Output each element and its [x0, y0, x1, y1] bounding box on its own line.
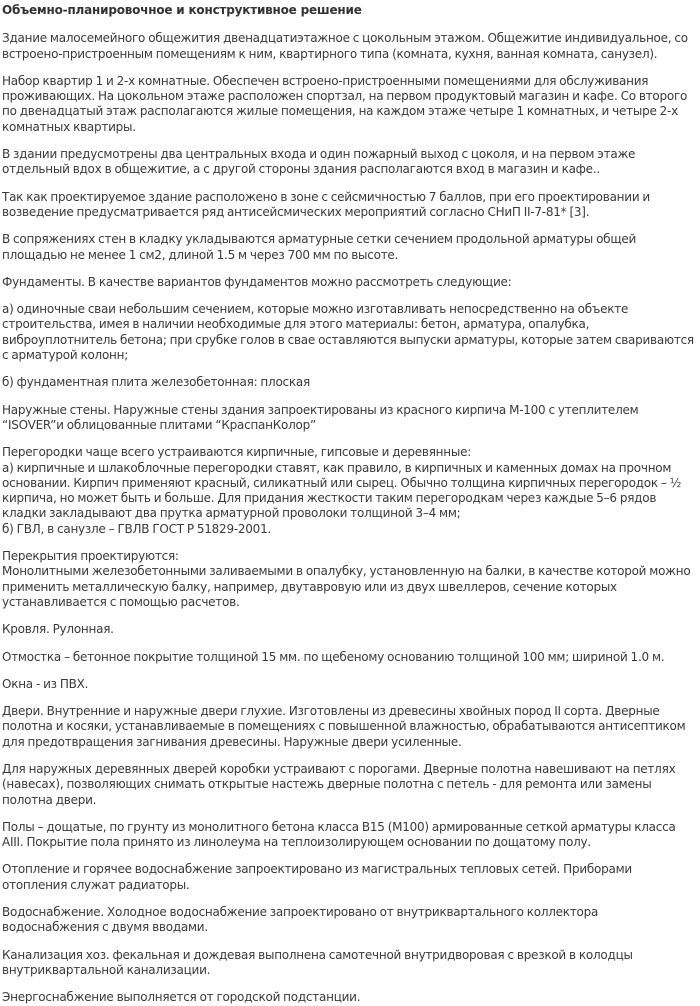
- paragraph-line: Энергоснабжение выполняется от городской подстанции.: [2, 990, 361, 1005]
- paragraph-line: Двери. Внутренние и наружные двери глухие. Изготовлены из древесины хвойных пород II сорта. Дверные полотна и косяки, устанавливаемые в помещениях с повышенной влажностью, обрабатываются антисептиком для предотвращения загнивания древесины. Наружные двери усиленные.: [2, 704, 686, 749]
- paragraph: [2, 948, 698, 979]
- paragraph-line: Водоснабжение. Холодное водоснабжение запроектировано от внутриквартального коллектора водоснабжения с двумя вводами.: [2, 905, 599, 935]
- paragraph-line: а) кирпичные и шлакоблочные перегородки ставят, как правило, в кирпичных и каменных домах на прочном основании. Кирпич применяют красный, силикатный или сырец. Обычно толщина кирпичных перегородок – ½ кирпича, но может быть и больше. Для придания жесткости таким перегородкам через каждые 5–6 рядов кладки закладывают два прутка арматурной проволоки толщиной 3–4 мм;: [2, 460, 682, 521]
- paragraph-line: Набор квартир 1 и 2-х комнатные. Обеспечен встроено-пристроенными помещениями для обслуживания проживающих. На цокольном этаже расположен спортзал, на первом продуктовый магазин и кафе. Со второго по двенадцатый этаж располагаются жилые помещения, на каждом этаже четыре 1 комнатных, и четыре 2-х комнатных квартиры.: [2, 73, 688, 134]
- document-body: [2, 31, 698, 1005]
- paragraph: [2, 990, 698, 1005]
- paragraph-line: Здание малосемейного общежития двенадцатиэтажное с цокольным этажом. Общежитие индивидуальное, со встроено-пристроенным помещениям к ним, квартирного типа (комната, кухня, ванная комната, санузел).: [2, 31, 688, 61]
- paragraph: [2, 549, 698, 610]
- paragraph: [2, 74, 698, 135]
- paragraph-line: Наружные стены. Наружные стены здания запроектированы из красного кирпича М-100 с утеплителем “ISOVER”и облицованные плитами “КраспанКолор”: [2, 402, 639, 432]
- paragraph-line: В сопряжениях стен в кладку укладываются арматурные сетки сечением продольной арматуры общей площадью не менее 1 см2, длиной 1.5 м через 700 мм по высоте.: [2, 232, 637, 262]
- paragraph-line: а) одиночные сваи небольшим сечением, которые можно изготавливать непосредственно на объекте строительства, имея в наличии необходимые для этого материалы: бетон, арматура, опалубка, виброуплотнитель бетона; при срубке голов в свае оставляются выпуски арматуры, которые затем свариваются с арматурой колонн;: [2, 302, 694, 363]
- paragraph-line: Перекрытия проектируются:: [2, 549, 179, 564]
- paragraph-line: Отопление и горячее водоснабжение запроектировано из магистральных тепловых сетей. Приборами отопления служат радиаторы.: [2, 862, 632, 892]
- paragraph-line: Кровля. Рулонная.: [2, 622, 114, 637]
- paragraph: [2, 190, 698, 221]
- paragraph-line: Канализация хоз. фекальная и дождевая выполнена самотечной внутридворовая с врезкой в колодцы внутриквартальной канализации.: [2, 947, 633, 977]
- paragraph-line: В здании предусмотрены два центральных входа и один пожарный выход с цоколя, и на первом этаже отдельный вдох в общежитие, а с другой стороны здания располагаются вход в магазин и кафе..: [2, 147, 636, 177]
- paragraph-line: Для наружных деревянных дверей коробки устраивают с порогами. Дверные полотна навешивают на петлях (навесах), позволяющих снимать открытые настежь дверные полотна с петель - для ремонта или замены полотна двери.: [2, 761, 676, 807]
- paragraph-line: Отмостка – бетонное покрытие толщиной 15 мм. по щебеному основанию толщиной 100 мм; шириной 1.0 м.: [2, 649, 665, 664]
- paragraph: [2, 375, 698, 390]
- paragraph-line: Так как проектируемое здание расположено в зоне с сейсмичностью 7 баллов, при его проектировании и возведение предусматривается ряд антисейсмических мероприятий согласно СНиП II-7-81* [3].: [2, 189, 650, 219]
- paragraph: [2, 147, 698, 178]
- paragraph-line: Фундаменты. В качестве вариантов фундаментов можно рассмотреть следующие:: [2, 274, 512, 289]
- paragraph: [2, 302, 698, 363]
- paragraph: [2, 622, 698, 637]
- paragraph: [2, 403, 698, 434]
- paragraph: [2, 762, 698, 808]
- paragraph-line: Полы – дощатые, по грунту из монолитного бетона класса В15 (М100) армированные сеткой арматуры класса АIII. Покрытие пола принято из линолеума на теплоизолирующем основании по дощатому полу.: [2, 819, 676, 850]
- paragraph: [2, 31, 698, 62]
- paragraph: [2, 704, 698, 750]
- document-title: Объемно-планировочное и конструктивное решение: [2, 3, 362, 17]
- paragraph: [2, 677, 698, 692]
- paragraph: [2, 862, 698, 893]
- paragraph: [2, 445, 698, 537]
- paragraph: [2, 905, 698, 936]
- paragraph-line: б) ГВЛ, в санузле – ГВЛВ ГОСТ Р 51829-2001.: [2, 521, 272, 536]
- paragraph-line: б) фундаментная плита железобетонная: плоская: [2, 375, 310, 390]
- paragraph-line: Окна - из ПВХ.: [2, 676, 89, 691]
- paragraph: [2, 232, 698, 263]
- paragraph: [2, 650, 698, 665]
- paragraph: [2, 820, 698, 851]
- paragraph-line: Монолитными железобетонными заливаемыми в опалубку, установленную на балки, в качестве которой можно применить металлическую балку, например, двутавровую или из двух швеллеров, сечение которых устанавливается с помощью расчетов.: [2, 564, 691, 609]
- paragraph: [2, 275, 698, 290]
- paragraph-line: Перегородки чаще всего устраиваются кирпичные, гипсовые и деревянные:: [2, 445, 472, 460]
